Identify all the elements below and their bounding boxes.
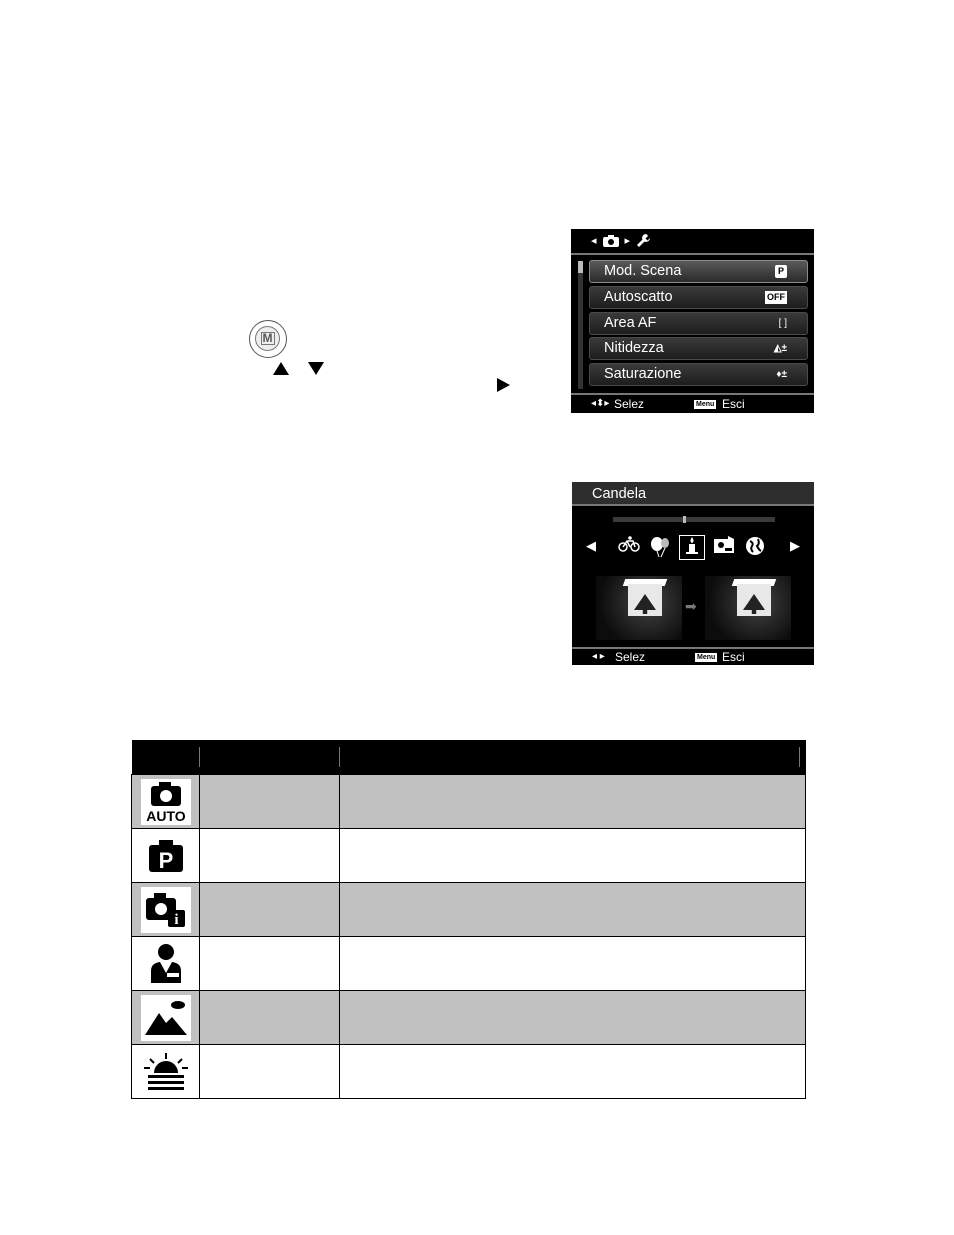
menu-tab-bar [571, 229, 814, 255]
menu-scrollbar[interactable] [578, 261, 583, 389]
navigate-icon: ◂⬍▸ [591, 398, 610, 409]
footer-exit-label: Esci [722, 397, 745, 411]
svg-text:i: i [173, 911, 179, 928]
menu-footer [571, 393, 814, 413]
menu-item-self-timer[interactable] [589, 286, 808, 309]
tab-left-arrow-icon[interactable]: ◂ [591, 235, 597, 247]
preview-arrow-icon: ➡ [685, 598, 697, 614]
svg-text:AUTO: AUTO [145, 807, 186, 823]
scene-icon-strip [586, 534, 804, 562]
program-p-icon [141, 833, 191, 879]
table-header-mode [200, 740, 340, 775]
mode-name [200, 1045, 340, 1099]
auto-camera-icon [141, 779, 191, 825]
camera-info-icon [141, 887, 191, 933]
mode-description [340, 937, 806, 991]
mode-name [200, 775, 340, 829]
globe-icon[interactable] [743, 536, 767, 558]
scene-select-screen [572, 482, 814, 665]
camera-menu-screen [571, 229, 814, 413]
scene-title: Candela [572, 482, 814, 506]
table-row [132, 1045, 806, 1099]
table-header-description [340, 740, 806, 775]
table-row [132, 775, 806, 829]
navigate-icon: ◂ ▸ [592, 651, 605, 662]
sunset-icon [141, 1049, 191, 1095]
table-header-row [132, 740, 806, 775]
menu-item-label: Mod. Scena [604, 263, 682, 279]
table-row [132, 883, 806, 937]
menu-m-button-icon [249, 320, 287, 358]
mode-name [200, 991, 340, 1045]
footer-select-label: Selez [614, 397, 645, 411]
sharpness-icon: ◭± [773, 343, 787, 355]
balloons-icon[interactable] [648, 536, 672, 558]
menu-item-scene-mode[interactable] [589, 260, 808, 283]
svg-text:P: P [158, 847, 173, 873]
menu-item-af-area[interactable] [589, 312, 808, 335]
table-row [132, 991, 806, 1045]
menu-list [589, 260, 808, 389]
footer-select-label: Selez [615, 650, 646, 664]
scene-left-arrow-icon[interactable]: ◀ [586, 538, 596, 553]
landscape-mountain-icon [141, 995, 191, 1041]
mode-name [200, 937, 340, 991]
scene-footer [572, 647, 814, 665]
off-badge-icon: OFF [767, 291, 785, 302]
bicycle-icon[interactable] [617, 536, 641, 558]
scene-preview-before [596, 576, 682, 640]
menu-badge-icon: Menu [697, 654, 716, 662]
scene-right-arrow-icon[interactable]: ▶ [790, 538, 800, 553]
menu-badge-icon: Menu [696, 401, 715, 409]
wrench-icon[interactable] [636, 233, 651, 248]
mode-name [200, 883, 340, 937]
menu-item-sharpness[interactable] [589, 337, 808, 360]
arrow-down-icon [308, 362, 324, 375]
scene-preview-after [705, 576, 791, 640]
footer-exit-label: Esci [722, 650, 745, 664]
arrow-up-icon [273, 362, 289, 375]
m-button-label: M [262, 331, 273, 345]
arrow-right-icon [497, 378, 510, 392]
table-row [132, 937, 806, 991]
table-header-icon [132, 740, 200, 775]
mode-description [340, 775, 806, 829]
scene-position-bar [613, 517, 775, 522]
menu-item-label: Saturazione [604, 366, 682, 383]
table-row [132, 829, 806, 883]
portrait-person-icon [141, 941, 191, 987]
menu-item-label: Nitidezza [604, 340, 664, 357]
mode-description [340, 829, 806, 883]
menu-item-label: Autoscatto [604, 288, 673, 305]
mode-name [200, 829, 340, 883]
scene-mode-table [131, 740, 806, 1099]
program-p-icon: P [775, 265, 787, 278]
tab-right-arrow-icon[interactable]: ▸ [624, 235, 631, 247]
menu-item-label: Area AF [604, 314, 657, 331]
candle-icon[interactable] [679, 535, 705, 560]
menu-item-saturation[interactable] [589, 363, 808, 386]
camera-icon[interactable] [603, 235, 619, 247]
mode-description [340, 883, 806, 937]
mode-description [340, 991, 806, 1045]
af-bracket-icon: [ ] [778, 317, 787, 329]
mode-description [340, 1045, 806, 1099]
portrait-text-icon[interactable] [712, 536, 736, 558]
saturation-icon: ♦± [776, 369, 787, 381]
